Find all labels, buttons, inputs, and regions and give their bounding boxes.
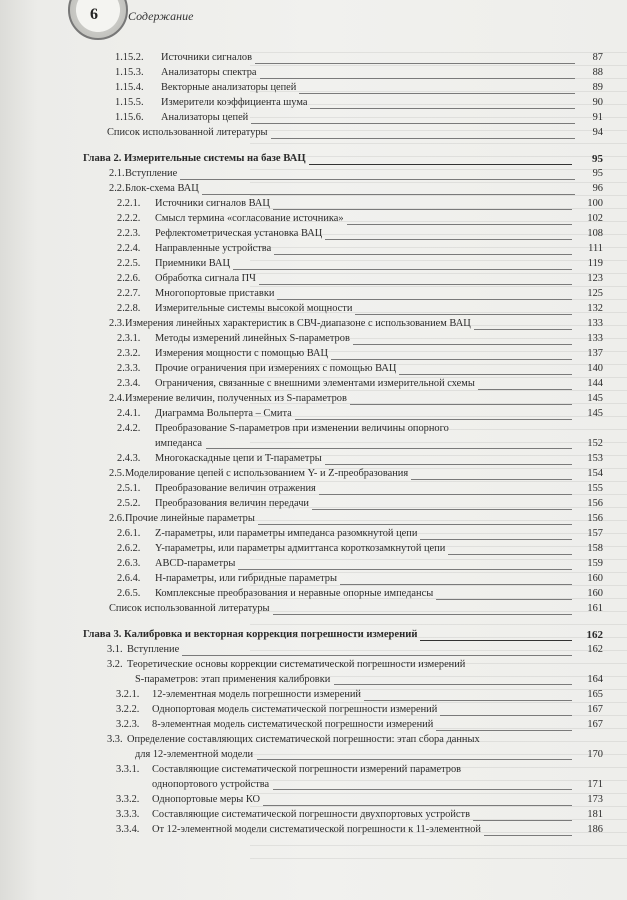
entry-number: 2.4.1. bbox=[117, 408, 141, 419]
toc-entry bbox=[0, 733, 627, 760]
entry-number: 3.1. bbox=[107, 644, 123, 655]
toc-entry bbox=[0, 497, 627, 513]
page-ref: 165 bbox=[587, 689, 603, 700]
page-ref: 173 bbox=[587, 794, 603, 805]
dot-leader bbox=[411, 479, 572, 480]
entry-number: 2.2.6. bbox=[117, 273, 141, 284]
dot-leader bbox=[277, 299, 572, 300]
dot-leader bbox=[484, 835, 572, 836]
page-ref: 156 bbox=[587, 513, 603, 524]
dot-leader bbox=[257, 759, 572, 760]
entry-number: 2.5. bbox=[109, 468, 125, 479]
entry-title: Вступление bbox=[125, 168, 178, 179]
dot-leader bbox=[255, 63, 575, 64]
page-ref: 171 bbox=[587, 779, 603, 790]
dot-leader bbox=[350, 404, 572, 405]
entry-title: Приемники ВАЦ bbox=[155, 258, 231, 269]
page-ref: 155 bbox=[587, 483, 603, 494]
dot-leader bbox=[448, 554, 572, 555]
toc-entry bbox=[0, 808, 627, 824]
entry-number: 2.2.2. bbox=[117, 213, 141, 224]
toc-entry bbox=[0, 227, 627, 243]
toc-entry bbox=[0, 542, 627, 558]
entry-number: 2.1. bbox=[109, 168, 125, 179]
dot-leader bbox=[319, 494, 572, 495]
page-ref: 90 bbox=[592, 97, 603, 108]
page-ref: 137 bbox=[587, 348, 603, 359]
toc-entry bbox=[0, 643, 627, 659]
page-ref: 87 bbox=[592, 52, 603, 63]
entry-number: 2.3.1. bbox=[117, 333, 141, 344]
dot-leader bbox=[206, 448, 572, 449]
chapter-entry bbox=[0, 152, 627, 168]
toc-entry bbox=[0, 51, 627, 67]
entry-title: Векторные анализаторы цепей bbox=[161, 82, 297, 93]
entry-title: От 12-элементной модели систематической погрешности к 11-элементной bbox=[152, 824, 481, 835]
toc-entry bbox=[0, 527, 627, 543]
page-ref: 140 bbox=[587, 363, 603, 374]
entry-number: 1.15.2. bbox=[115, 52, 144, 63]
entry-title: Список использованной литературы bbox=[109, 603, 270, 614]
running-title: Содержание bbox=[128, 9, 194, 23]
page-ref: 152 bbox=[587, 438, 603, 449]
dot-leader bbox=[238, 569, 572, 570]
dot-leader bbox=[260, 78, 575, 79]
entry-title: 8-элементная модель систематической погрешности измерений bbox=[152, 719, 434, 730]
toc-entry bbox=[0, 317, 627, 333]
entry-number: 2.6.3. bbox=[117, 558, 141, 569]
entry-title-continuation: для 12-элементной модели bbox=[135, 749, 254, 760]
toc-entry bbox=[0, 602, 627, 618]
toc-entry bbox=[0, 392, 627, 408]
entry-number: 3.2. bbox=[107, 659, 123, 670]
page-ref: 154 bbox=[587, 468, 603, 479]
dot-leader bbox=[258, 524, 572, 525]
dot-leader bbox=[355, 314, 572, 315]
entry-number: 2.3.3. bbox=[117, 363, 141, 374]
page-ref: 181 bbox=[587, 809, 603, 820]
toc-entry bbox=[0, 182, 627, 198]
page-ref: 167 bbox=[587, 719, 603, 730]
page-ref: 133 bbox=[587, 318, 603, 329]
toc-entry bbox=[0, 111, 627, 127]
entry-title: Рефлектометрическая установка ВАЦ bbox=[155, 228, 323, 239]
dot-leader bbox=[310, 108, 575, 109]
toc-entry bbox=[0, 512, 627, 528]
page-ref: 167 bbox=[587, 704, 603, 715]
dot-leader bbox=[259, 284, 572, 285]
entry-title: Методы измерений линейных S-параметров bbox=[155, 333, 350, 344]
entry-title: Составляющие систематической погрешности двухпортовых устройств bbox=[152, 809, 470, 820]
toc-entry bbox=[0, 167, 627, 183]
dot-leader bbox=[334, 684, 572, 685]
dot-leader bbox=[440, 715, 572, 716]
page-ref: 145 bbox=[587, 393, 603, 404]
entry-title: Преобразования величин передачи bbox=[155, 498, 309, 509]
page-ref: 186 bbox=[587, 824, 603, 835]
entry-title: Преобразование величин отражения bbox=[155, 483, 316, 494]
entry-number: 3.2.3. bbox=[116, 719, 140, 730]
page-ref: 156 bbox=[587, 498, 603, 509]
entry-title: Моделирование цепей с использованием Y- и Z-преобразования bbox=[125, 468, 409, 479]
entry-title: ABCD-параметры bbox=[155, 558, 236, 569]
entry-title: 12-элементная модель погрешности измерений bbox=[152, 689, 361, 700]
entry-title: Направленные устройства bbox=[155, 243, 272, 254]
entry-title: Прочие линейные параметры bbox=[125, 513, 255, 524]
page-ref: 95 bbox=[592, 153, 603, 165]
entry-number: 2.3. bbox=[109, 318, 125, 329]
page-ref: 160 bbox=[587, 573, 603, 584]
entry-number: 3.3.1. bbox=[116, 764, 140, 775]
entry-title: Однопортовые меры КО bbox=[152, 794, 261, 805]
entry-number: 1.15.6. bbox=[115, 112, 144, 123]
page-ref: 96 bbox=[592, 183, 603, 194]
dot-leader bbox=[436, 599, 572, 600]
dot-leader bbox=[309, 164, 572, 165]
dot-leader bbox=[474, 329, 572, 330]
entry-number: 2.3.2. bbox=[117, 348, 141, 359]
entry-number: 2.2.7. bbox=[117, 288, 141, 299]
dot-leader bbox=[436, 730, 572, 731]
toc-entry bbox=[0, 422, 627, 449]
page-ref: 123 bbox=[587, 273, 603, 284]
dot-leader bbox=[273, 614, 572, 615]
toc-entry bbox=[0, 557, 627, 573]
dot-leader bbox=[295, 419, 572, 420]
entry-number: 3.3.4. bbox=[116, 824, 140, 835]
toc-entry bbox=[0, 212, 627, 228]
page-ref: 88 bbox=[592, 67, 603, 78]
entry-number: 1.15.3. bbox=[115, 67, 144, 78]
entry-title: Составляющие систематической погрешности измерений параметров bbox=[152, 764, 462, 775]
toc-entry bbox=[0, 347, 627, 363]
page-ref: 164 bbox=[587, 674, 603, 685]
toc-entry bbox=[0, 257, 627, 273]
entry-number: 2.2.5. bbox=[117, 258, 141, 269]
dot-leader bbox=[399, 374, 572, 375]
entry-title: Измерители коэффициента шума bbox=[161, 97, 308, 108]
page-ref: 157 bbox=[587, 528, 603, 539]
entry-title: H-параметры, или гибридные параметры bbox=[155, 573, 337, 584]
page-ref: 125 bbox=[587, 288, 603, 299]
dot-leader bbox=[331, 359, 572, 360]
entry-title: Y-параметры, или параметры адмиттанса короткозамкнутой цепи bbox=[155, 543, 446, 554]
toc-entry bbox=[0, 793, 627, 809]
entry-title: Анализаторы спектра bbox=[161, 67, 257, 78]
page-ref: 95 bbox=[592, 168, 603, 179]
toc-entry bbox=[0, 587, 627, 603]
toc-entry bbox=[0, 126, 627, 142]
entry-title: Однопортовая модель систематической погрешности измерений bbox=[152, 704, 438, 715]
entry-title: Обработка сигнала ПЧ bbox=[155, 273, 256, 284]
entry-number: 3.3. bbox=[107, 734, 123, 745]
entry-title-continuation: однопортового устройства bbox=[152, 779, 270, 790]
page-ref: 160 bbox=[587, 588, 603, 599]
entry-title-continuation: импеданса bbox=[155, 438, 202, 449]
page-ref: 91 bbox=[592, 112, 603, 123]
entry-title: Список использованной литературы bbox=[107, 127, 268, 138]
toc-entry bbox=[0, 377, 627, 393]
dot-leader bbox=[364, 700, 572, 701]
toc-entry bbox=[0, 572, 627, 588]
toc-entry bbox=[0, 467, 627, 483]
entry-title: Прочие ограничения при измерениях с помощью ВАЦ bbox=[155, 363, 397, 374]
page-ref: 100 bbox=[587, 198, 603, 209]
dot-leader bbox=[271, 138, 575, 139]
page-ref: 132 bbox=[587, 303, 603, 314]
toc-entry bbox=[0, 66, 627, 82]
dot-leader bbox=[180, 179, 575, 180]
toc-entry bbox=[0, 96, 627, 112]
entry-title: Многокаскадные цепи и T-параметры bbox=[155, 453, 322, 464]
page-ref: 108 bbox=[587, 228, 603, 239]
dot-leader bbox=[473, 820, 572, 821]
dot-leader bbox=[182, 655, 572, 656]
entry-title: Комплексные преобразования и неравные опорные импедансы bbox=[155, 588, 434, 599]
entry-title: Источники сигналов bbox=[161, 52, 252, 63]
entry-title: Преобразование S-параметров при изменении величины опорного bbox=[155, 423, 449, 434]
entry-title: Вступление bbox=[127, 644, 180, 655]
dot-leader bbox=[312, 509, 572, 510]
page-ref: 162 bbox=[587, 644, 603, 655]
dot-leader bbox=[251, 123, 575, 124]
entry-title-continuation: S-параметров: этап применения калибровки bbox=[135, 674, 331, 685]
page-ref: 144 bbox=[587, 378, 603, 389]
page-ref: 161 bbox=[587, 603, 603, 614]
dot-leader bbox=[202, 194, 575, 195]
toc-entry bbox=[0, 407, 627, 423]
page-ref: 159 bbox=[587, 558, 603, 569]
entry-title: Ограничения, связанные с внешними элементами измерительной схемы bbox=[155, 378, 475, 389]
entry-title: Измерение величин, полученных из S-параметров bbox=[125, 393, 347, 404]
toc-entry bbox=[0, 197, 627, 213]
toc-entry bbox=[0, 718, 627, 734]
entry-number: 2.5.2. bbox=[117, 498, 141, 509]
toc-entry bbox=[0, 287, 627, 303]
entry-title: Диаграмма Вольперта – Смита bbox=[155, 408, 292, 419]
entry-number: 2.4.3. bbox=[117, 453, 141, 464]
dot-leader bbox=[340, 584, 572, 585]
page-ref: 170 bbox=[587, 749, 603, 760]
toc-entry bbox=[0, 482, 627, 498]
entry-title: Глава 3. Калибровка и векторная коррекция погрешности измерений bbox=[83, 629, 418, 640]
page-ref: 89 bbox=[592, 82, 603, 93]
dot-leader bbox=[273, 789, 572, 790]
entry-title: Источники сигналов ВАЦ bbox=[155, 198, 270, 209]
entry-number: 1.15.5. bbox=[115, 97, 144, 108]
page-ref: 102 bbox=[587, 213, 603, 224]
entry-title: Блок-схема ВАЦ bbox=[125, 183, 199, 194]
entry-number: 2.6.4. bbox=[117, 573, 141, 584]
entry-title: Многопортовые приставки bbox=[155, 288, 275, 299]
entry-number: 3.2.2. bbox=[116, 704, 140, 715]
dot-leader bbox=[263, 805, 572, 806]
entry-title: Теоретические основы коррекции систематической погрешности измерений bbox=[127, 659, 466, 670]
entry-number: 2.6.1. bbox=[117, 528, 141, 539]
entry-number: 3.3.2. bbox=[116, 794, 140, 805]
toc-entry bbox=[0, 81, 627, 97]
page-ref: 133 bbox=[587, 333, 603, 344]
entry-number: 2.2.8. bbox=[117, 303, 141, 314]
toc-entry bbox=[0, 823, 627, 839]
entry-title: Измерения мощности с помощью ВАЦ bbox=[155, 348, 328, 359]
entry-title: Z-параметры, или параметры импеданса разомкнутой цепи bbox=[155, 528, 418, 539]
entry-title: Анализаторы цепей bbox=[161, 112, 249, 123]
dot-leader bbox=[299, 93, 575, 94]
page-ref: 158 bbox=[587, 543, 603, 554]
entry-number: 2.2. bbox=[109, 183, 125, 194]
dot-leader bbox=[274, 254, 572, 255]
page-ref: 111 bbox=[588, 243, 603, 254]
toc-entry bbox=[0, 688, 627, 704]
entry-number: 2.3.4. bbox=[117, 378, 141, 389]
entry-title: Измерительные системы высокой мощности bbox=[155, 303, 353, 314]
page-number: 6 bbox=[90, 6, 98, 23]
page-ref: 94 bbox=[592, 127, 603, 138]
entry-number: 2.6. bbox=[109, 513, 125, 524]
page-ref: 119 bbox=[587, 258, 603, 269]
entry-number: 2.4.2. bbox=[117, 423, 141, 434]
entry-number: 2.4. bbox=[109, 393, 125, 404]
entry-title: Определение составляющих систематической погрешности: этап сбора данных bbox=[127, 734, 480, 745]
dot-leader bbox=[233, 269, 572, 270]
dot-leader bbox=[353, 344, 572, 345]
dot-leader bbox=[420, 539, 572, 540]
toc-entry bbox=[0, 703, 627, 719]
entry-number: 2.5.1. bbox=[117, 483, 141, 494]
page-ref: 145 bbox=[587, 408, 603, 419]
entry-number: 3.2.1. bbox=[116, 689, 140, 700]
entry-number: 2.2.1. bbox=[117, 198, 141, 209]
chapter-entry bbox=[0, 628, 627, 644]
entry-title: Глава 2. Измерительные системы на базе ВАЦ bbox=[83, 153, 306, 164]
entry-number: 2.2.3. bbox=[117, 228, 141, 239]
dot-leader bbox=[347, 224, 572, 225]
toc-entry bbox=[0, 362, 627, 378]
toc-entry bbox=[0, 332, 627, 348]
entry-title: Смысл термина «согласование источника» bbox=[155, 213, 344, 224]
dot-leader bbox=[420, 640, 572, 641]
dot-leader bbox=[478, 389, 572, 390]
toc-entry bbox=[0, 272, 627, 288]
toc-entry bbox=[0, 242, 627, 258]
toc-entry bbox=[0, 302, 627, 318]
entry-number: 2.6.2. bbox=[117, 543, 141, 554]
toc-entry bbox=[0, 658, 627, 685]
entry-number: 3.3.3. bbox=[116, 809, 140, 820]
entry-number: 1.15.4. bbox=[115, 82, 144, 93]
entry-number: 2.2.4. bbox=[117, 243, 141, 254]
toc-entry bbox=[0, 452, 627, 468]
entry-number: 2.6.5. bbox=[117, 588, 141, 599]
page-ref: 162 bbox=[586, 629, 603, 641]
dot-leader bbox=[325, 464, 572, 465]
toc-entry bbox=[0, 763, 627, 790]
page-ref: 153 bbox=[587, 453, 603, 464]
entry-title: Измерения линейных характеристик в СВЧ-диапазоне с использованием ВАЦ bbox=[125, 318, 471, 329]
dot-leader bbox=[273, 209, 572, 210]
dot-leader bbox=[325, 239, 572, 240]
